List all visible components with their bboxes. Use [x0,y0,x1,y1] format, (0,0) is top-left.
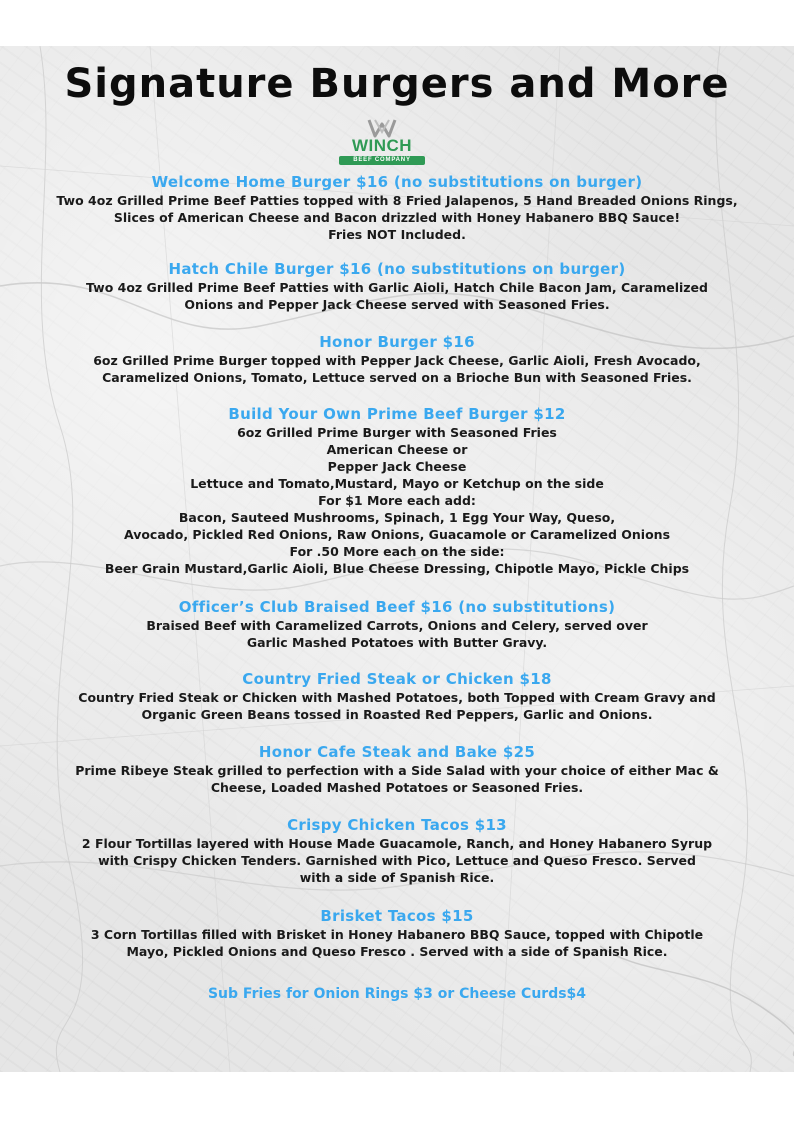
description-line: For $1 More each add: [318,493,476,508]
menu-item-country-fried-steak [20,669,774,723]
menu-item-description [20,192,774,243]
menu-item-heading: Honor Burger $16 [319,333,475,351]
menu-item-heading: Officer’s Club Braised Beef $16 (no substitutions) [178,598,616,616]
description-line: Prime Ribeye Steak grilled to perfection with a Side Salad with your choice of either Mac & [75,763,719,778]
description-line: Two 4oz Grilled Prime Beef Patties with Garlic Aioli, Hatch Chile Bacon Jam, Caramelized [86,280,708,295]
description-line: 6oz Grilled Prime Burger with Seasoned Fries [237,425,557,440]
menu-item-heading: Build Your Own Prime Beef Burger $12 [228,405,566,423]
menu-item-honor-burger [20,332,774,386]
description-line: with a side of Spanish Rice. [299,870,495,885]
menu-item-heading: Country Fried Steak or Chicken $18 [242,670,552,688]
description-line: Caramelized Onions, Tomato, Lettuce served on a Brioche Bun with Seasoned Fries. [102,370,692,385]
menu-item-description [20,762,774,796]
logo-brand-text: WINCH [351,136,413,155]
description-line: Cheese, Loaded Mashed Potatoes or Seasoned Fries. [210,780,584,795]
page-title: Signature Burgers and More [64,61,730,107]
description-line: Garlic Mashed Potatoes with Butter Gravy. [246,635,548,650]
menu-item-description [20,926,774,960]
description-line: Country Fried Steak or Chicken with Mashed Potatoes, both Topped with Cream Gravy and [78,690,716,705]
description-line: Lettuce and Tomato,Mustard, Mayo or Ketchup on the side [190,476,604,491]
menu-item-description [20,279,774,313]
menu-item-heading: Honor Cafe Steak and Bake $25 [258,743,536,761]
menu-item-heading: Welcome Home Burger $16 (no substitutions on burger) [151,173,643,191]
description-line: Beer Grain Mustard,Garlic Aioli, Blue Cheese Dressing, Chipotle Mayo, Pickle Chips [104,561,690,576]
menu-item-officers-club-braised-beef [20,597,774,651]
description-line: Pepper Jack Cheese [327,459,467,474]
logo-mark-icon [367,118,397,138]
menu-item-build-your-own-burger [20,404,774,577]
description-line: 2 Flour Tortillas layered with House Made Guacamole, Ranch, and Honey Habanero Syrup [81,836,713,851]
menu-item-heading: Hatch Chile Burger $16 (no substitutions on burger) [168,260,626,278]
menu-item-description [20,835,774,886]
menu-item-hatch-chile-burger [20,259,774,313]
description-line: Avocado, Pickled Red Onions, Raw Onions, Guacamole or Caramelized Onions [123,527,671,542]
description-line: Bacon, Sauteed Mushrooms, Spinach, 1 Egg Your Way, Queso, [178,510,616,525]
menu-item-brisket-tacos [20,906,774,960]
sub-fries-note: Sub Fries for Onion Rings $3 or Cheese Curds$4 [207,986,587,1002]
description-line: Two 4oz Grilled Prime Beef Patties topped with 8 Fried Jalapenos, 5 Hand Breaded Onions Rings, [56,193,738,208]
description-line: For .50 More each on the side: [289,544,505,559]
menu-item-welcome-home-burger [20,172,774,243]
description-line: Slices of American Cheese and Bacon drizzled with Honey Habanero BBQ Sauce! [113,210,681,225]
description-line: 6oz Grilled Prime Burger topped with Pepper Jack Cheese, Garlic Aioli, Fresh Avocado, [93,353,701,368]
description-line: Organic Green Beans tossed in Roasted Red Peppers, Garlic and Onions. [141,707,653,722]
description-line: Onions and Pepper Jack Cheese served with Seasoned Fries. [184,297,610,312]
description-line: American Cheese or [326,442,468,457]
description-line: with Crispy Chicken Tenders. Garnished with Pico, Lettuce and Queso Fresco. Served [98,853,696,868]
description-line: Fries NOT Included. [328,227,466,242]
menu-item-heading: Brisket Tacos $15 [320,907,474,925]
menu-item-description [20,424,774,577]
menu-item-steak-and-bake [20,742,774,796]
description-line: Braised Beef with Caramelized Carrots, Onions and Celery, served over [146,618,648,633]
menu-item-crispy-chicken-tacos [20,815,774,886]
description-line: Mayo, Pickled Onions and Queso Fresco . Served with a side of Spanish Rice. [126,944,668,959]
menu-item-description [20,689,774,723]
menu-item-description [20,617,774,651]
menu-item-description [20,352,774,386]
description-line: 3 Corn Tortillas filled with Brisket in Honey Habanero BBQ Sauce, topped with Chipotle [90,927,704,942]
winch-logo [337,118,427,166]
logo-tagline: BEEF COMPANY [339,156,425,165]
menu-item-heading: Crispy Chicken Tacos $13 [287,816,507,834]
